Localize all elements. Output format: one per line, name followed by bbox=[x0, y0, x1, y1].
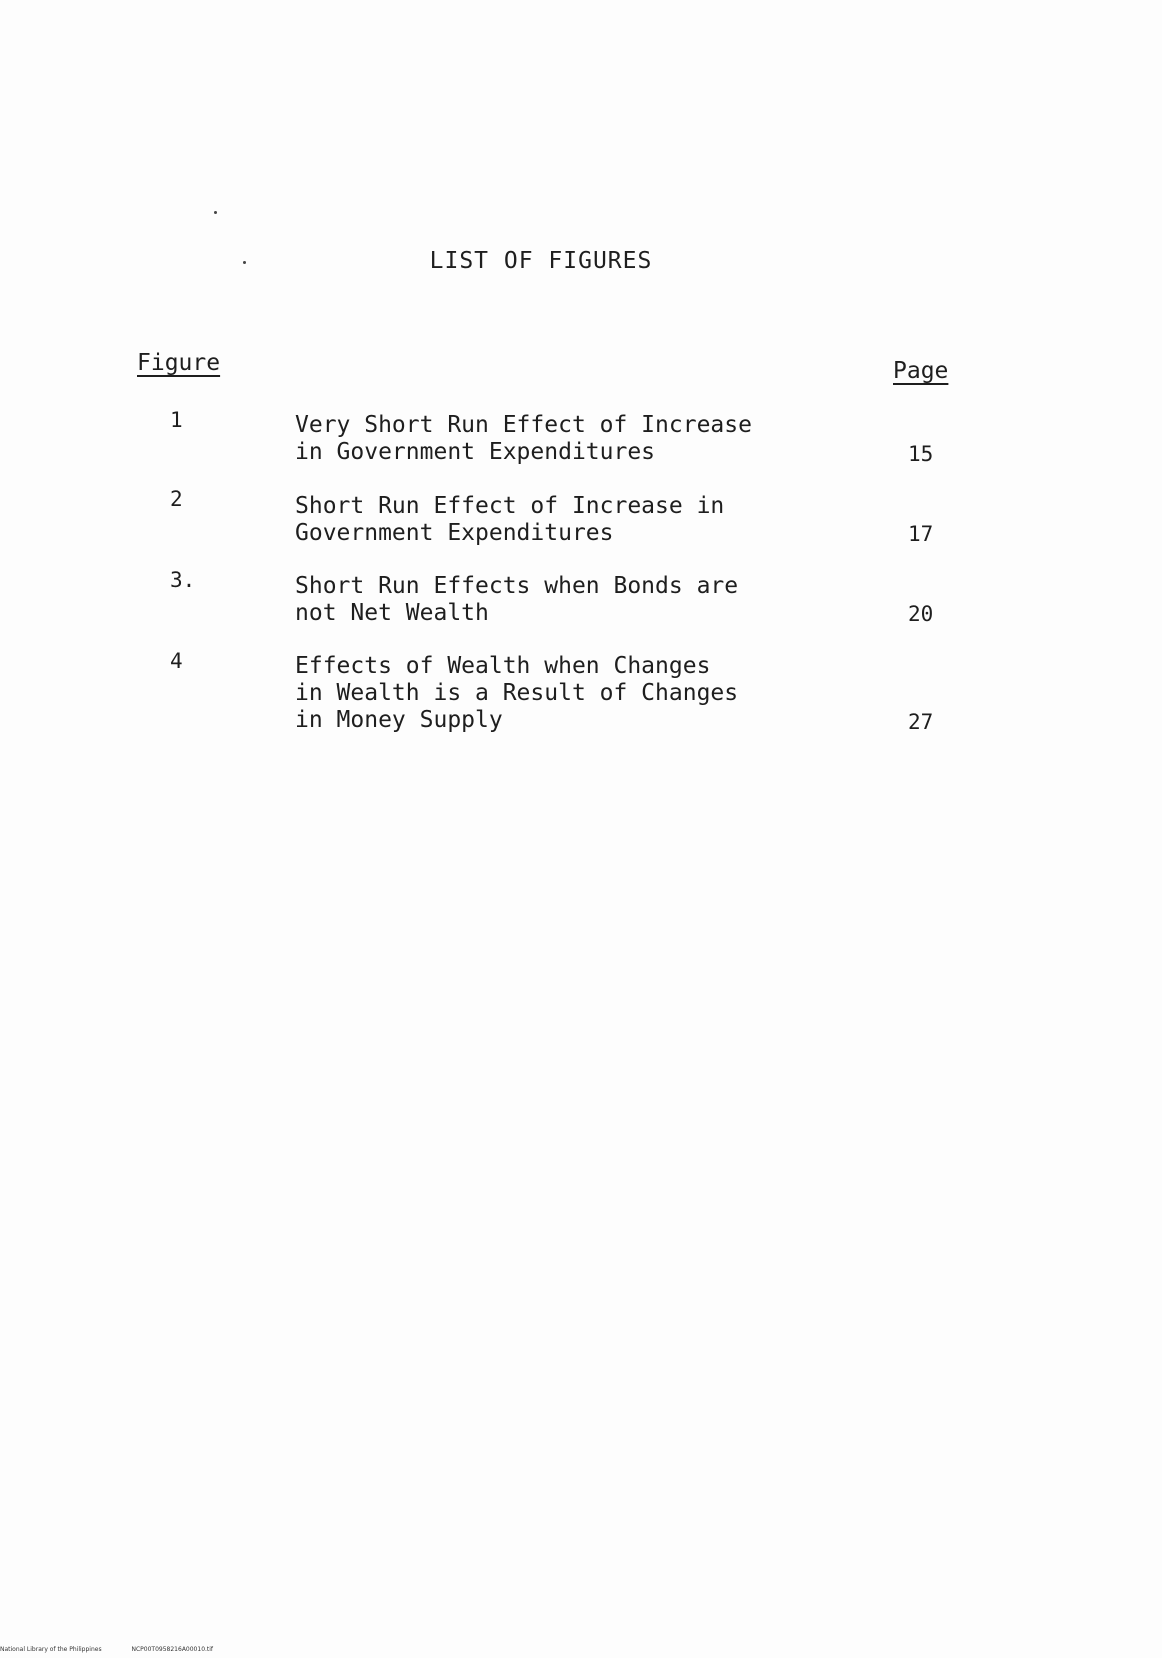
page-title: LIST OF FIGURES bbox=[429, 248, 653, 274]
figure-number: 3. bbox=[170, 568, 196, 592]
figure-number: 1 bbox=[170, 408, 183, 432]
figure-title-line: in Government Expenditures bbox=[295, 439, 656, 465]
figure-title bbox=[295, 412, 835, 466]
figure-title-line: not Net Wealth bbox=[295, 600, 489, 626]
figure-title bbox=[295, 573, 835, 627]
figure-page-number: 27 bbox=[908, 710, 934, 734]
figure-page-number: 20 bbox=[908, 602, 934, 626]
figure-page-number: 17 bbox=[908, 522, 934, 546]
figure-number: 2 bbox=[170, 487, 183, 511]
figure-number: 4 bbox=[170, 649, 183, 673]
figure-title-line: Very Short Run Effect of Increase bbox=[295, 412, 752, 438]
footer-library: National Library of the Philippines bbox=[0, 1646, 102, 1653]
figure-title bbox=[295, 493, 835, 547]
scan-speck bbox=[214, 211, 217, 214]
figure-title bbox=[295, 653, 835, 734]
figure-page-number: 15 bbox=[908, 442, 934, 466]
figure-title-line: Short Run Effect of Increase in bbox=[295, 493, 725, 519]
page-column-header: Page bbox=[893, 358, 949, 384]
figure-column-header: Figure bbox=[137, 350, 221, 376]
figure-title-line: Short Run Effects when Bonds are bbox=[295, 573, 739, 599]
figure-title-line: in Money Supply bbox=[295, 707, 503, 733]
figure-title-line: Effects of Wealth when Changes bbox=[295, 653, 711, 679]
figure-title-line: in Wealth is a Result of Changes bbox=[295, 680, 739, 706]
scan-footer bbox=[0, 1646, 213, 1653]
footer-filename: NCP00T0958216A00010.tif bbox=[131, 1646, 214, 1653]
figure-title-line: Government Expenditures bbox=[295, 520, 614, 546]
